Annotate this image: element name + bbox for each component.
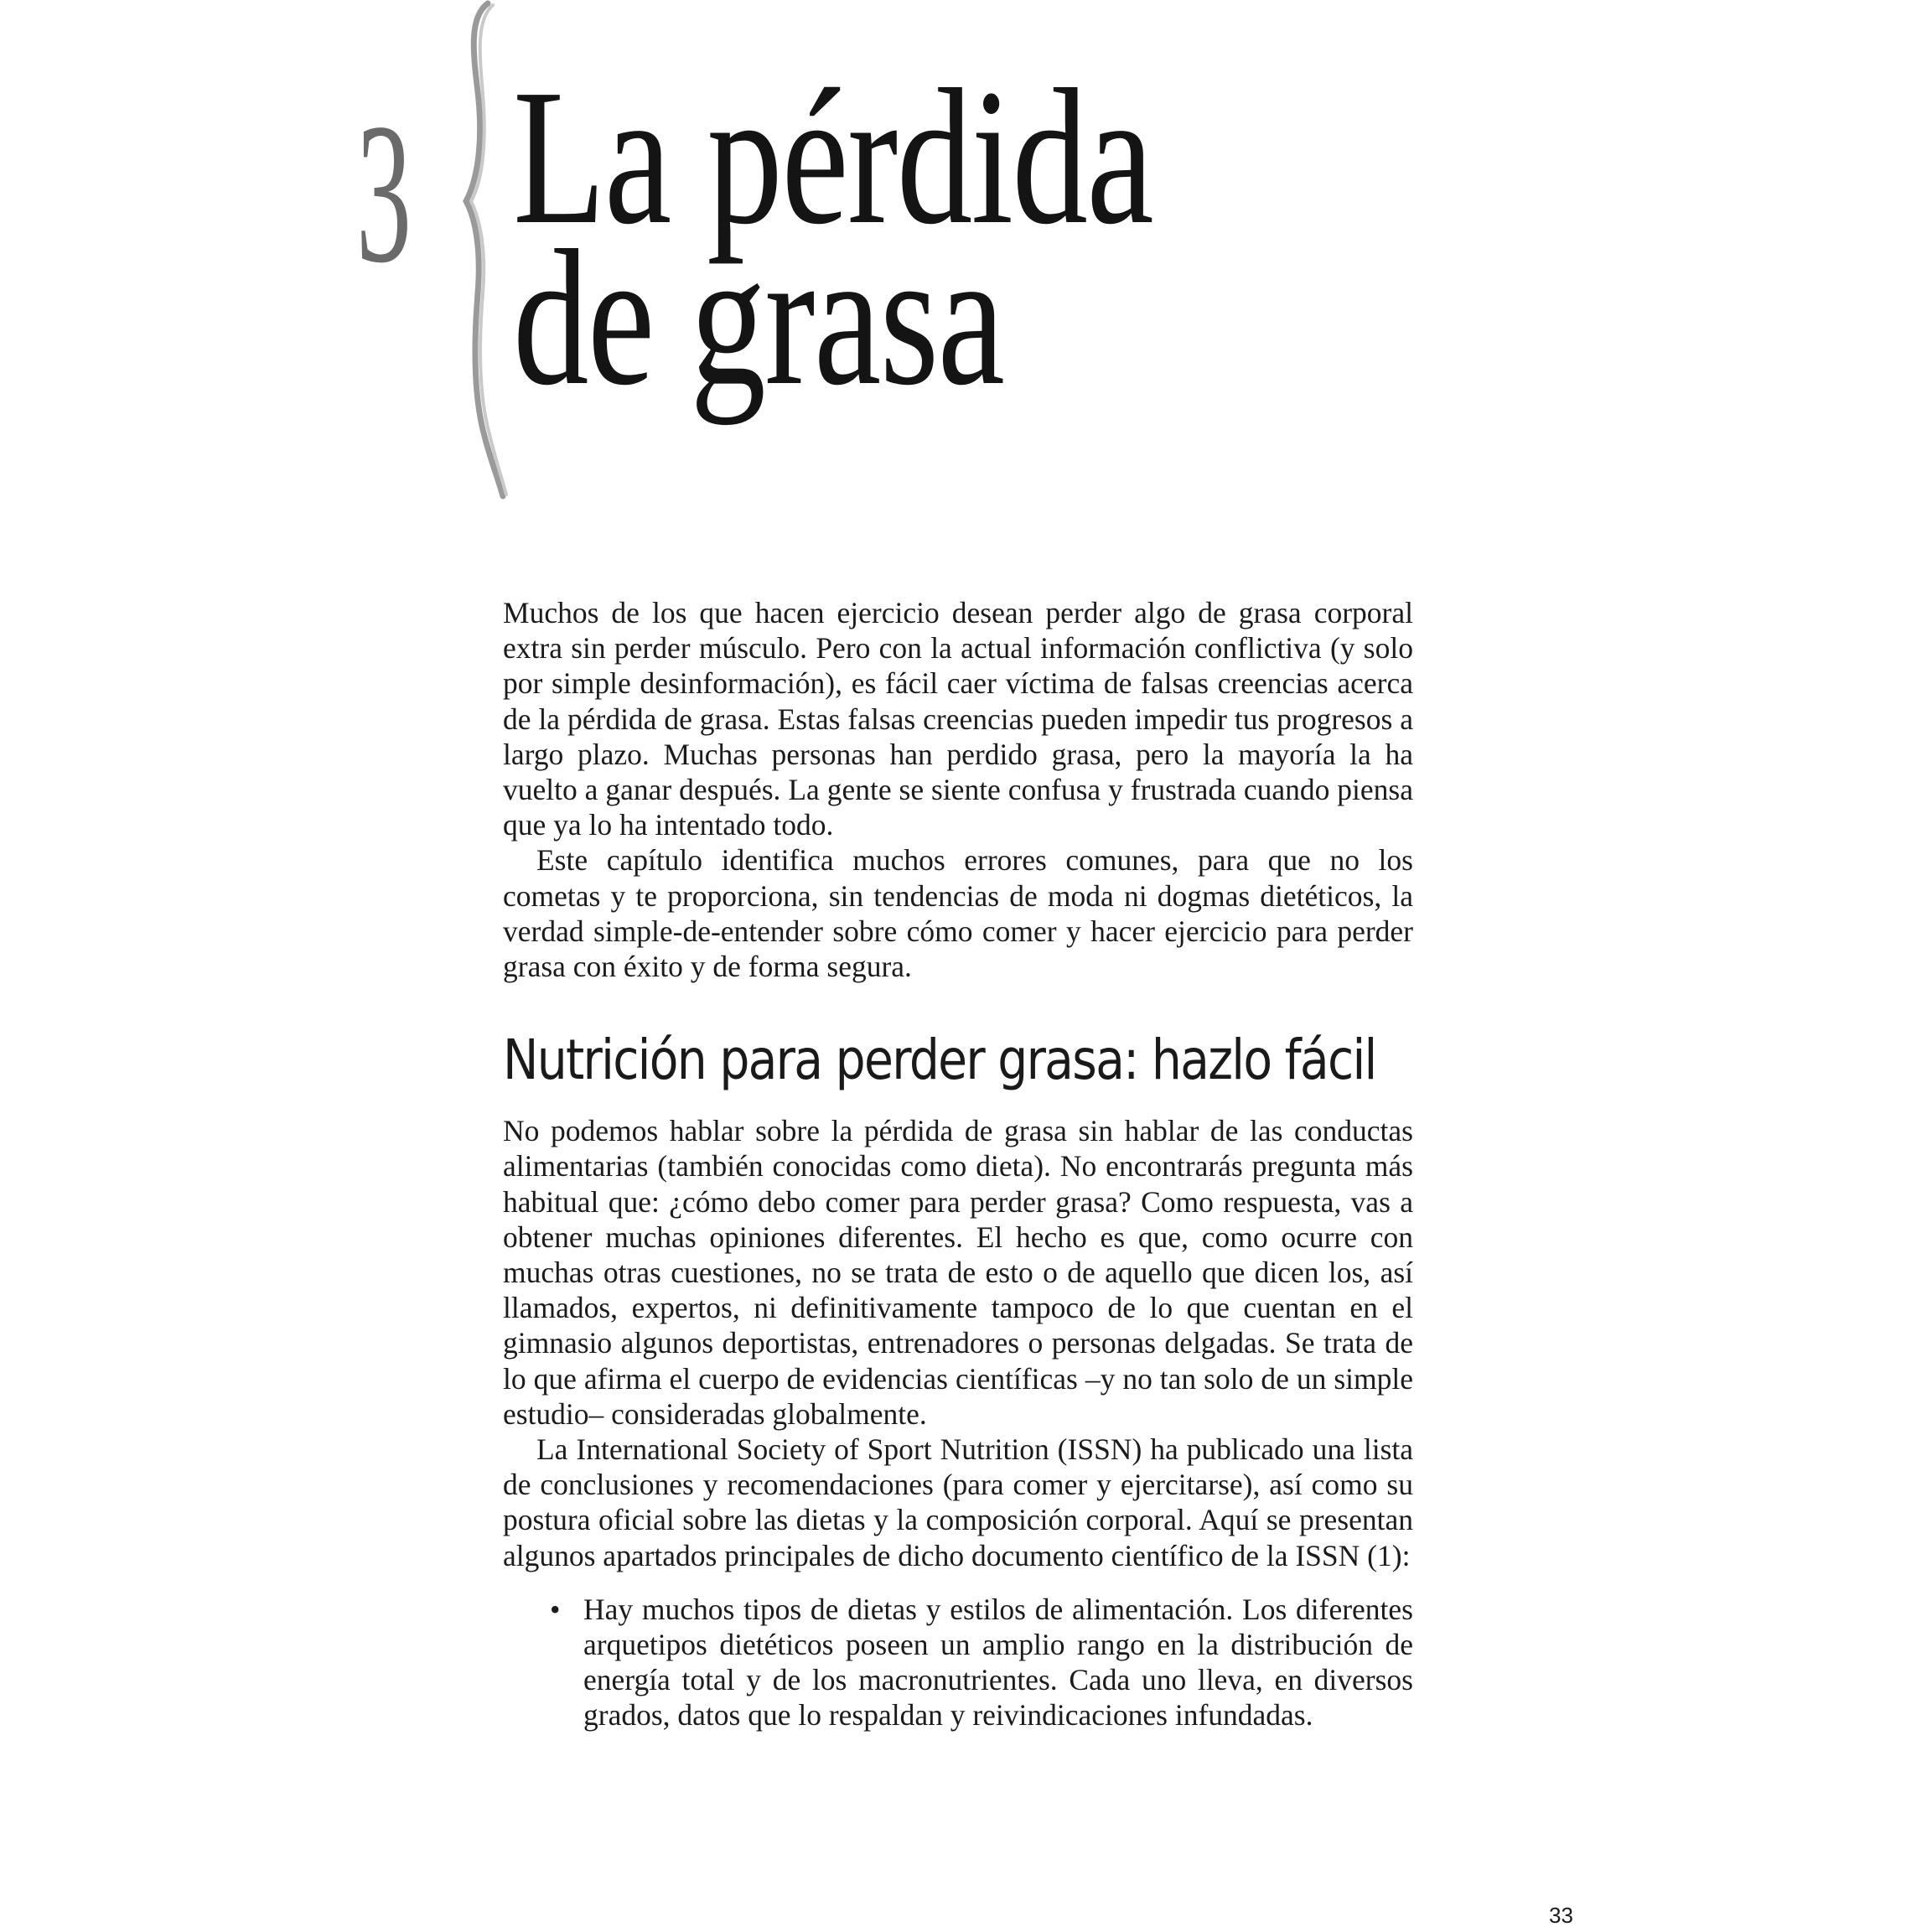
body-text [503,595,1413,1733]
section-paragraph-1: No podemos hablar sobre la pérdida de grasa sin hablar de las conductas alimentarias (también conocidas como dieta). No encontrarás pregunta más habitual que: ¿cómo debo comer para perder grasa? Como respuesta, vas a obtener muchas opiniones diferentes. El hecho es que, como ocurre con muchas otras cuestiones, no se trata de esto o de aquello que dicen los, así llamados, expertos, ni definitivamente tampoco de lo que cuentan en el gimnasio algunos deportistas, entrenadores o personas delgadas. Se trata de lo que afirma el cuerpo de evidencias científicas –y no tan solo de un simple estudio– consideradas globalmente. [503,1114,1413,1431]
chapter-title [513,49,1153,426]
section-paragraph-2: La International Society of Sport Nutrition (ISSN) ha publicado una lista de conclusiones y recomendaciones (para comer y ejercitarse), así como su postura oficial sobre las dietas y la composición corporal. Aquí se presentan algunos apartados principales de dicho documento científico de la ISSN (1): [503,1432,1413,1572]
bullet-list [503,1592,1413,1733]
list-item [550,1592,1413,1733]
curly-brace-ornament [436,0,520,503]
chapter-title-line-1: La pérdida [513,49,1153,265]
bullet-glyph: • [550,1592,561,1626]
intro-paragraph-1: Muchos de los que hacen ejercicio desean perder algo de grasa corporal extra sin perder músculo. Pero con la actual información conflictiva (y solo por simple desinformación), es fácil caer víctima de falsas creencias acerca de la pérdida de grasa. Estas falsas creencias pueden impedir tus progresos a largo plazo. Muchas personas han perdido grasa, pero la mayoría la ha vuelto a ganar después. La gente se siente confusa y frustrada cuando piensa que ya lo ha intentado todo. [503,596,1413,842]
chapter-title-line-2: de grasa [513,210,1004,426]
section-heading: Nutrición para perder grasa: hazlo fácil [503,1028,1376,1093]
chapter-number: 3 [356,81,412,304]
page-number: 33 [1549,1903,1573,1928]
list-item-text: Hay muchos tipos de dietas y estilos de alimentación. Los diferentes arquetipos dietéticos poseen un amplio rango en la distribución de energía total y de los macronutrientes. Cada uno lleva, en diversos grados, datos que lo respaldan y reivindicaciones infundadas. [583,1592,1413,1733]
intro-paragraph-2: Este capítulo identifica muchos errores comunes, para que no los cometas y te proporciona, sin tendencias de moda ni dogmas dietéticos, la verdad simple-de-entender sobre cómo comer y hacer ejercicio para perder grasa con éxito y de forma segura. [503,843,1413,984]
